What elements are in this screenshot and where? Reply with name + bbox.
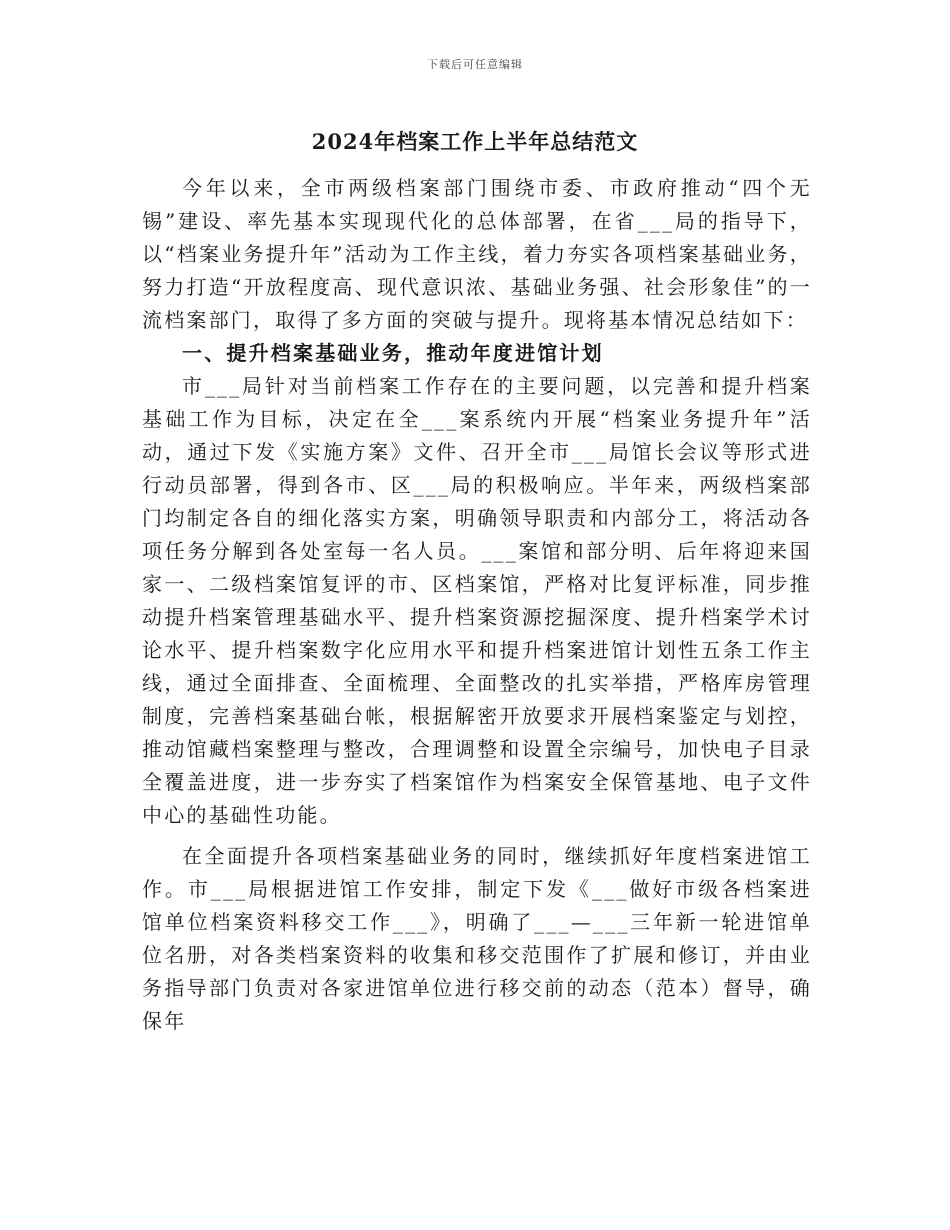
document-title: 2024年档案工作上半年总结范文	[311, 129, 639, 154]
section-heading: 一、提升档案基础业务，推动年度进馆计划	[182, 341, 604, 365]
body-paragraph: 市___局针对当前档案工作存在的主要问题，以完善和提升档案基础工作为目标，决定在全___案系统内开展“档案业务提升年”活动，通过下发《实施方案》文件、召开全市___局馆长会议等形式进行动员部署，得到各市、区___局的积极响应。半年来，两级档案部门均制定各自的细化落实方案，明确领导职责和内部分工，将活动各项任务分解到各处室每一名人员。___案馆和部分明、后年将迎来国家一、二级档案馆复评的市、区档案馆，严格对比复评标准，同步推动提升档案管理基础水平、提升档案资源挖掘深度、提升档案学术讨论水平、提升档案数字化应用水平和提升档案进馆计划性五条工作主线，通过全面排查、全面梳理、全面整改的扎实举措，严格库房管理制度，完善档案基础台帐，根据解密开放要求开展档案鉴定与划控，推动馆藏档案整理与整改，合理调整和设置全宗编号，加快电子目录全覆盖进度，进一步夯实了档案馆作为档案安全保管基地、电子文件中心的基础性功能。	[142, 374, 812, 827]
body-paragraph: 在全面提升各项档案基础业务的同时，继续抓好年度档案进馆工作。市___局根据进馆工作安排，制定下发《___做好市级各档案进馆单位档案资料移交工作___》，明确了___—___三年新一轮进馆单位名册，对各类档案资料的收集和移交范围作了扩展和修订，并由业务指导部门负责对各家进馆单位进行移交前的动态（范本）督导，确保年	[142, 844, 812, 1033]
intro-paragraph: 今年以来，全市两级档案部门围绕市委、市政府推动“四个无锡”建设、率先基本实现现代化的总体部署，在省___局的指导下，以“档案业务提升年”活动为工作主线，着力夯实各项档案基础业务，努力打造“开放程度高、现代意识浓、基础业务强、社会形象佳”的一流档案部门，取得了多方面的突破与提升。现将基本情况总结如下：	[142, 176, 812, 332]
document-body	[142, 172, 812, 1038]
header-note: 下载后可任意编辑	[427, 58, 523, 71]
